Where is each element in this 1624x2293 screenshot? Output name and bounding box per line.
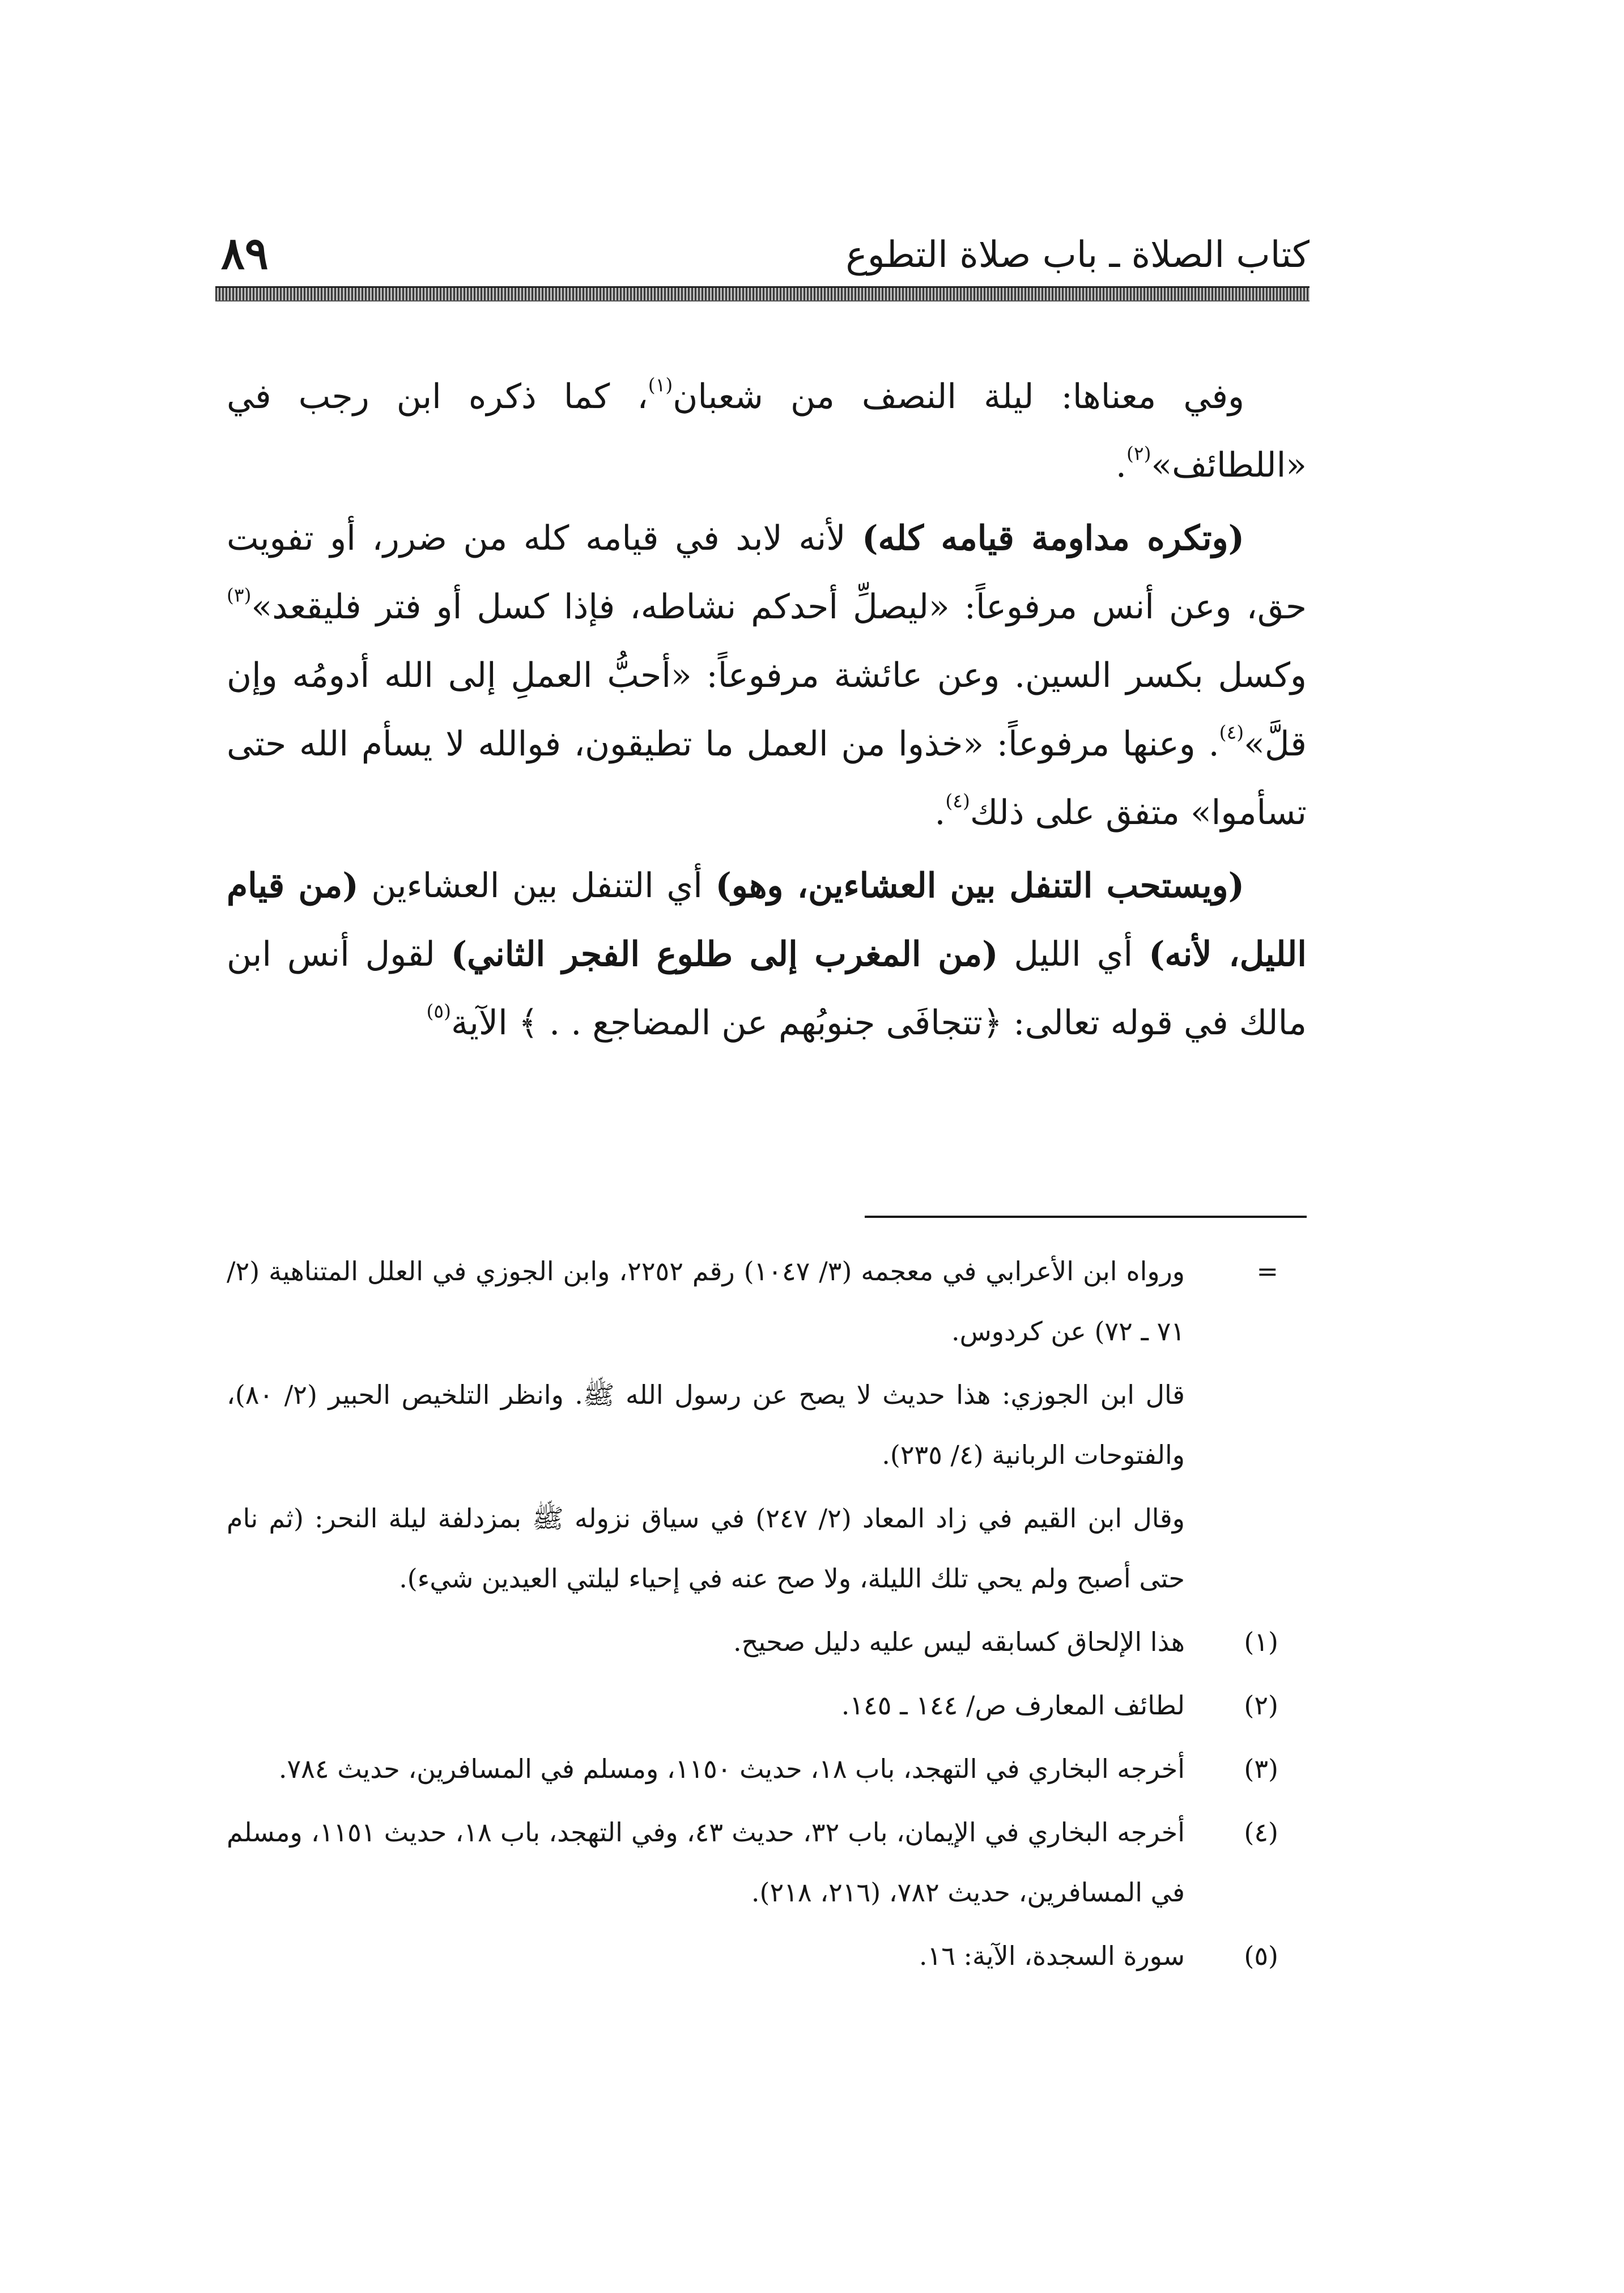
footnote-text: وقال ابن القيم في زاد المعاد (٢/ ٢٤٧) في سياق نزوله ﷺ بمزدلفة ليلة النحر: (ثم نام حتى أصبح ولم يحي تلك الليلة، ولا صح عنه في إحياء ليلتي العيدين شيء). (227, 1503, 1185, 1594)
footnote-mark: (٤) (1244, 1817, 1278, 1848)
footnote-4 (227, 1802, 1307, 1922)
footnote-ref: (٥) (426, 1000, 452, 1022)
footnote-text: أخرجه البخاري في الإيمان، باب ٣٢، حديث ٤٣، وفي التهجد، باب ١٨، حديث ١١٥١، ومسلم في المسافرين، حديث ٧٨٢، (٢١٦، ٢١٨). (227, 1817, 1185, 1908)
footnote-5 (227, 1926, 1307, 1986)
footnote-text: ورواه ابن الأعرابي في معجمه (٣/ ١٠٤٧) رقم ٢٢٥٢، وابن الجوزي في العلل المتناهية (٢/ ٧١ ـ ٧٢) عن كردوس. (227, 1256, 1185, 1347)
footnote-text: لطائف المعارف ص/ ١٤٤ ـ ١٤٥. (841, 1690, 1185, 1721)
footnote-continued (227, 1488, 1307, 1608)
text-run: وفي معناها: ليلة النصف من شعبان (673, 377, 1244, 417)
footnote-ref: (١) (648, 373, 673, 396)
footnote-text: أخرجه البخاري في التهجد، باب ١٨، حديث ١١٥٠، ومسلم في المسافرين، حديث ٧٨٤. (278, 1753, 1185, 1784)
text-run: . وعنها مرفوعاً: «خذوا من العمل ما تطيقون، فوالله لا يسأم الله حتى تسأموا» متفق على ذلك (227, 724, 1307, 833)
text-run: . (1115, 445, 1126, 485)
footnote-mark: (٥) (1244, 1940, 1278, 1971)
footnote-text: قال ابن الجوزي: هذا حديث لا يصح عن رسول الله ﷺ. وانظر التلخيص الحبير (٢/ ٨٠)، والفتوحات الربانية (٤/ ٢٣٥). (227, 1379, 1185, 1470)
text-run: لأنه لابد في قيامه كله من ضرر، أو تفويت حق، وعن أنس مرفوعاً: «ليصلِّ أحدكم نشاطه، فإذا كسل أو فتر فليقعد» (227, 519, 1307, 627)
paragraph-3 (227, 852, 1307, 1058)
matn-text: (وتكره مداومة قيامه كله) (862, 519, 1244, 558)
footnote-2 (227, 1675, 1307, 1735)
footnote-text: سورة السجدة، الآية: ١٦. (919, 1940, 1185, 1971)
footnote-3 (227, 1739, 1307, 1799)
matn-text: (من المغرب إلى طلوع الفجر الثاني) (450, 935, 998, 974)
text-run: أي الليل (998, 935, 1149, 974)
main-text (227, 363, 1307, 1062)
footnote-text: هذا الإلحاق كسابقه ليس عليه دليل صحيح. (733, 1627, 1185, 1657)
page-number: ٨٩ (221, 228, 269, 279)
footnote-mark: (١) (1244, 1627, 1278, 1657)
footnote-ref: (٤) (1219, 721, 1244, 744)
matn-text: (ويستحب التنفل بين العشاءين، وهو) (715, 866, 1245, 906)
footnote-ref: (٣) (227, 584, 252, 606)
footnotes (227, 1241, 1307, 1989)
footnote-mark: = (1256, 1256, 1278, 1286)
paragraph-2 (227, 504, 1307, 847)
header-title: كتاب الصلاة ـ باب صلاة التطوع (845, 234, 1310, 276)
text-run: ، كما ذكره ابن رجب في «اللطائف» (227, 377, 1307, 485)
text-run: أي التنفل بين العشاءين (358, 866, 716, 906)
header-rule (215, 286, 1310, 302)
footnote-ref: (٢) (1126, 442, 1151, 465)
footnote-continued (227, 1241, 1307, 1361)
running-header (221, 221, 1310, 289)
text-run: . (934, 793, 946, 833)
text-run: لقول أنس ابن مالك في قوله تعالى: ﴿تتجافَى جنوبُهم عن المضاجع . . ﴾ الآية (227, 935, 1307, 1043)
footnote-ref: (٤) (945, 789, 970, 812)
text-run: وكسل بكسر السين. وعن عائشة مرفوعاً: «أحبُّ العملِ إلى الله أدومُه وإن قلَّ» (227, 656, 1307, 764)
paragraph-1 (227, 363, 1307, 500)
footnote-mark: (٣) (1244, 1753, 1278, 1784)
footnote-continued (227, 1365, 1307, 1485)
footnote-separator (865, 1216, 1307, 1218)
footnote-1 (227, 1612, 1307, 1672)
matn-text: (من قيام الليل، لأنه) (227, 866, 1307, 974)
footnote-mark: (٢) (1244, 1690, 1278, 1721)
